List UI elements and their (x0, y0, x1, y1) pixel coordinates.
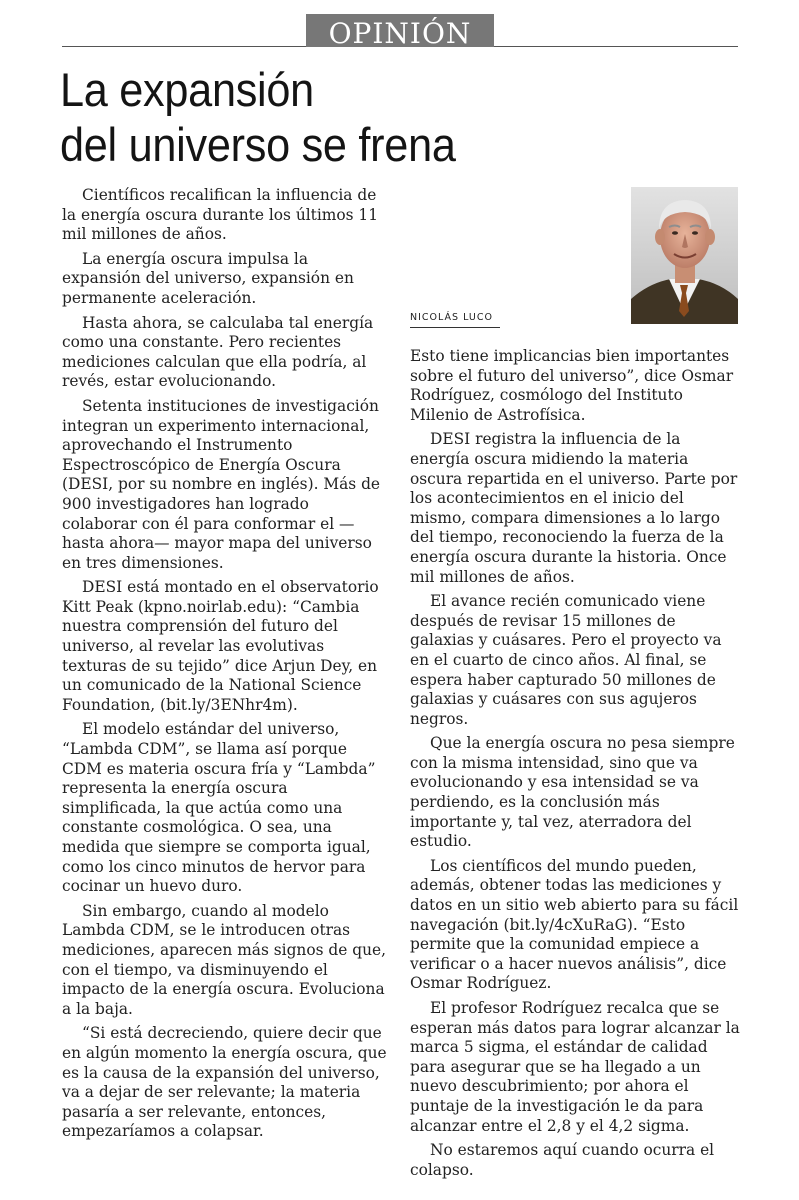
headline (60, 62, 575, 172)
paragraph: La energía oscura impulsa la expansión del universo, expansión en permanente aceleración. (62, 249, 354, 307)
paragraph: Científicos recalifican la influencia de la energía oscura durante los últimos 11 mil millones de años. (62, 186, 378, 244)
paragraph: El profesor Rodríguez recalca que se esperan más datos para lograr alcanzar la marca 5 sigma, el estándar de calidad para asegurar que se ha llegado a un nuevo descubrimiento; por ahora el puntaje de la investigación le da para alcanzar entre el 2,8 y el 4,2 sigma. (410, 999, 740, 1135)
paragraph: “Si está decreciendo, quiere decir que en algún momento la energía oscura, que es la causa de la expansión del universo, va a dejar de ser relevante; la materia pasaría a ser relevante, entonces, empezaríamos a colapsar. (62, 1024, 387, 1141)
paragraph: DESI está montado en el observatorio Kitt Peak (kpno.noirlab.edu): “Cambia nuestra comprensión del futuro del universo, al revelar las evolutivas texturas de su tejido” dice Arjun Dey, en un comunicado de la National Science Foundation, (bit.ly/3ENhr4m). (62, 578, 379, 714)
section-label: OPINIÓN (306, 14, 494, 47)
headline-line-1: La expansión (60, 63, 314, 116)
paragraph-continuation: Esto tiene implicancias bien importantes sobre el futuro del universo”, dice Osmar Rodríguez, cosmólogo del Instituto Milenio de Astrofísica. (410, 347, 734, 424)
paragraph: No estaremos aquí cuando ocurra el colapso. (410, 1141, 715, 1179)
paragraph: Hasta ahora, se calculaba tal energía como una constante. Pero recientes mediciones calculan que ella podría, al revés, estar evolucionando. (62, 313, 374, 391)
paragraph: DESI registra la influencia de la energía oscura midiendo la materia oscura repartida en el universo. Parte por los acontecimientos en el inicio del mismo, compara dimensiones a lo largo del tiempo, reconociendo la fuerza de la energía oscura durante la historia. Once mil millones de años. (410, 430, 738, 586)
author-portrait-illustration (631, 187, 738, 324)
byline: NICOLÁS LUCO (410, 312, 500, 328)
paragraph: Los científicos del mundo pueden, además, obtener todas las mediciones y datos en un sitio web abierto para su fácil navegación (bit.ly/4cXuRaG). “Esto permite que la comunidad empiece a verificar o a hacer nuevos análisis”, dice Osmar Rodríguez. (410, 856, 739, 993)
article-column-2 (410, 347, 740, 1185)
paragraph: Sin embargo, cuando al modelo Lambda CDM, se le introducen otras mediciones, aparecen más signos de que, con el tiempo, va disminuyendo el impacto de la energía oscura. Evoluciona a la baja. (62, 901, 387, 1018)
headline-line-2: del universo se frena (60, 118, 456, 171)
paragraph: El avance recién comunicado viene después de revisar 15 millones de galaxias y cuásares. Pero el proyecto va en el cuarto de cinco años. Al final, se espera haber capturado 50 millones de galaxias y cuásares con sus agujeros negros. (410, 592, 722, 728)
paragraph: Que la energía oscura no pesa siempre con la misma intensidad, sino que va evolucionando y esa intensidad se va perdiendo, es la conclusión más importante y, tal vez, aterradora del estudio. (410, 734, 735, 851)
paragraph: Setenta instituciones de investigación integran un experimento internacional, aprovechando el Instrumento Espectroscópico de Energía Oscura (DESI, por su nombre en inglés). Más de 900 investigadores han logrado colaborar con él para conformar el —hasta ahora— mayor mapa del universo en tres dimensiones. (62, 396, 381, 572)
article-column-1 (62, 186, 388, 1147)
paragraph: El modelo estándar del universo, “Lambda CDM”, se llama así porque CDM es materia oscura fría y “Lambda” representa la energía oscura simplificada, la que actúa como una constante cosmológica. O sea, una medida que siempre se comporta igual, como los cinco minutos de hervor para cocinar un huevo duro. (62, 720, 376, 896)
author-portrait (631, 187, 738, 324)
